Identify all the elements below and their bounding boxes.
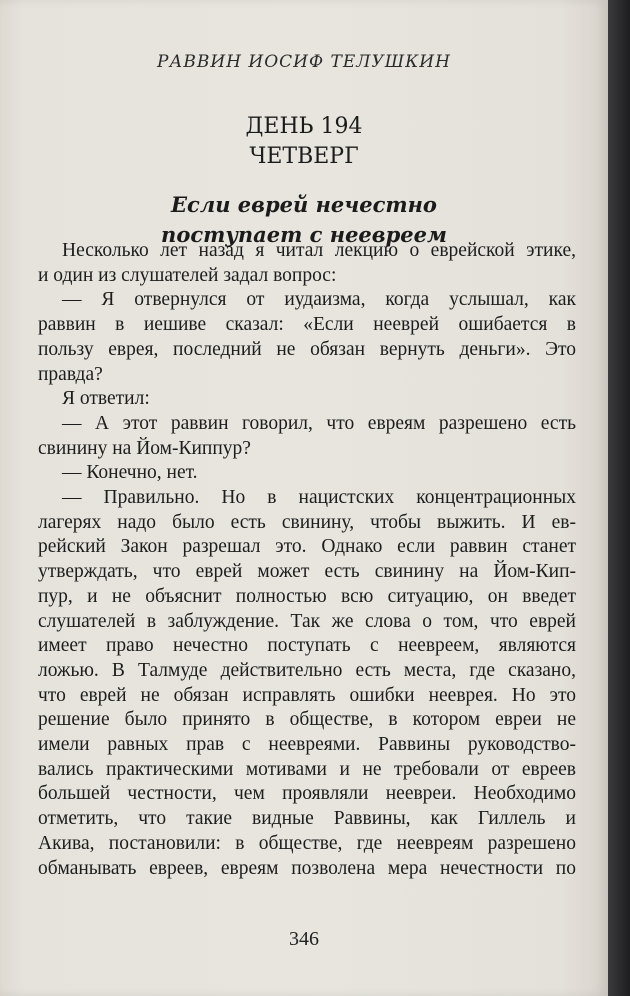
page-number: 346 (289, 928, 319, 950)
weekday: ЧЕТВЕРГ (249, 144, 359, 169)
text-line: Акива, постановили: в обществе, где неевреям разрешено (38, 832, 576, 854)
text-line: утверждать, что еврей может есть свинину на Йом-Кип- (38, 561, 576, 583)
text-line: отметить, что такие видные Раввины, как Гиллель и (38, 808, 576, 830)
text-line: имеет право нечестно поступать с неевреем, являются (38, 635, 576, 657)
text-line: правда? (38, 363, 103, 385)
text-line: пур, и не объяснит полностью всю ситуацию, он введет (38, 585, 576, 607)
running-head: РАВВИН ИОСИФ ТЕЛУШКИН (157, 52, 451, 72)
text-line: рейский Закон разрешал это. Однако если раввин станет (38, 536, 576, 558)
text-line: вались практическими мотивами и не требовали от евреев (38, 758, 576, 780)
text-line: что еврей не обязан исправлять ошибки нееврея. Но это (38, 684, 576, 706)
text-line: имели равных прав с неевреями. Раввины руководство- (38, 734, 576, 756)
text-line: и один из слушателей задал вопрос: (38, 264, 337, 286)
text-line: свинину на Йом-Киппур? (38, 437, 251, 459)
text-line: решение было принято в обществе, в котором евреи не (38, 709, 576, 731)
text-line: — Правильно. Но в нацистских концентрационных (62, 487, 576, 509)
text-line: ложью. В Талмуде действительно есть места, где сказано, (38, 659, 576, 681)
text-line: обманывать евреев, евреям позволена мера нечестности по (38, 857, 576, 879)
subtitle-line-2: поступает с неевреем (161, 222, 447, 247)
text-line: Я ответил: (62, 388, 150, 410)
text-line: — Я отвернулся от иудаизма, когда услышал, как (62, 289, 576, 311)
body-text (38, 239, 576, 881)
text-line: Несколько лет назад я читал лекцию о еврейской этике, (62, 240, 576, 261)
text-line: большей честности, чем проявляли неевреи. Необходимо (38, 783, 576, 805)
text-line: — А этот раввин говорил, что евреям разрешено есть (62, 412, 576, 434)
subtitle-line-1: Если еврей нечестно (171, 192, 437, 217)
text-line: раввин в иешиве сказал: «Если нееврей ошибается в (38, 314, 576, 336)
text-line: слушателей в заблуждение. Так же слова о том, что еврей (38, 610, 576, 632)
page-edge-shadow (608, 0, 630, 996)
day-number: ДЕНЬ 194 (245, 114, 363, 139)
text-line: пользу еврея, последний не обязан вернуть деньги». Это (38, 338, 576, 360)
day-heading (0, 112, 608, 172)
text-line: лагерях надо было есть свинину, чтобы выжить. И ев- (38, 511, 576, 533)
text-line: — Конечно, нет. (62, 462, 198, 484)
